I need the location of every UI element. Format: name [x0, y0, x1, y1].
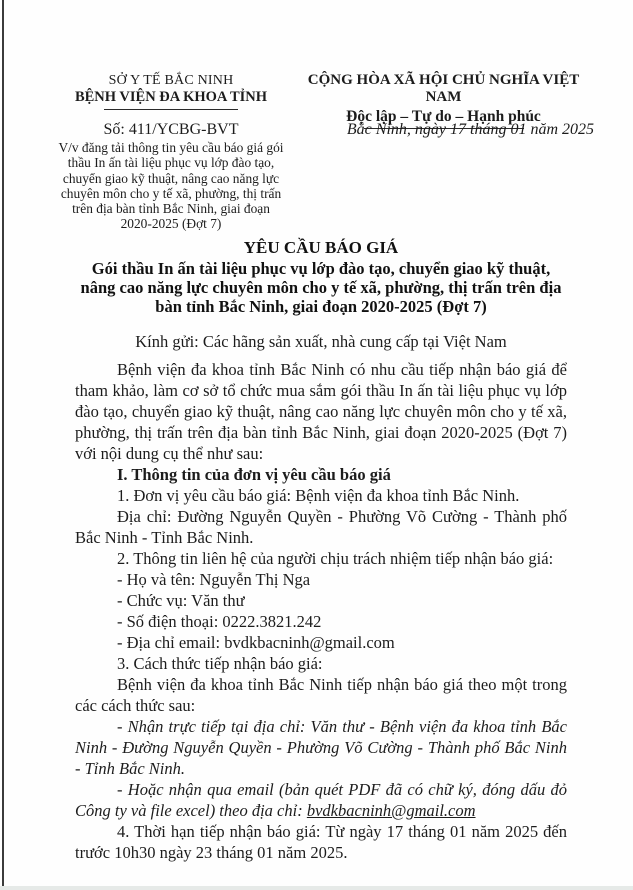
page-left-edge-line — [2, 0, 4, 886]
address-line: Địa chỉ: Đường Nguyễn Quyền - Phường Võ Cường - Thành phố Bắc Ninh - Tỉnh Bắc Ninh. — [75, 507, 567, 547]
deadline-line: 4. Thời hạn tiếp nhận báo giá: Từ ngày 17 tháng 01 năm 2025 đến trước 10h30 ngày 23 tháng 01 năm 2025. — [75, 822, 567, 862]
section1-heading: I. Thông tin của đơn vị yêu cầu báo giá — [117, 465, 391, 484]
contact-position-line: - Chức vụ: Văn thư — [117, 591, 245, 610]
document-title: YÊU CẦU BÁO GIÁ — [243, 238, 399, 257]
intro-paragraph: Bệnh viện đa khoa tỉnh Bắc Ninh có nhu cầu tiếp nhận báo giá để tham khảo, làm cơ sở tổ chức mua sắm gói thầu In ấn tài liệu phục vụ lớp đào tạo, chuyển giao kỹ thuật, nâng cao năng lực chuyên môn cho y tế xã, phường, thị trấn trên địa bàn tỉnh Bắc Ninh, giai đoạn 2020-2025 (Đợt 7) với nội dung cụ thể như sau: — [75, 360, 567, 463]
contact-email-line: - Địa chỉ email: bvdkbacninh@gmail.com — [117, 633, 395, 652]
meta-right-column — [290, 121, 597, 232]
method-direct-line: - Nhận trực tiếp tại địa chỉ: Văn thư - Bệnh viện đa khoa tỉnh Bắc Ninh - Đường Nguyễn Quyền - Phường Võ Cường - Thành phố Bắc Ninh - Tỉnh Bắc Ninh. — [75, 717, 567, 778]
method-heading: 3. Cách thức tiếp nhận báo giá: — [117, 654, 323, 673]
place-and-date: Bắc Ninh, ngày 17 tháng 01 năm 2025 — [346, 121, 594, 138]
requesting-unit-line: 1. Đơn vị yêu cầu báo giá: Bệnh viện đa khoa tỉnh Bắc Ninh. — [117, 486, 520, 505]
contact-name-line: - Họ và tên: Nguyễn Thị Nga — [117, 570, 311, 589]
document-subtitle: Gói thầu In ấn tài liệu phục vụ lớp đào tạo, chuyển giao kỹ thuật, nâng cao năng lực chuyên môn cho y tế xã, phường, thị trấn trên địa bàn tỉnh Bắc Ninh, giai đoạn 2020-2025 (Đợt 7) — [80, 259, 562, 316]
meta-left-column — [52, 121, 290, 232]
method-intro: Bệnh viện đa khoa tỉnh Bắc Ninh tiếp nhận báo giá theo một trong các cách thức sau: — [75, 675, 567, 715]
document-body — [75, 238, 567, 863]
issuing-unit: BỆNH VIỆN ĐA KHOA TỈNH — [74, 89, 268, 105]
national-motto: Độc lập – Tự do – Hạnh phúc — [346, 108, 541, 125]
method-email-prefix: - Hoặc nhận qua email (bản quét PDF đã có chữ ký, đóng dấu đỏ Công ty và file excel) theo địa chỉ: — [75, 780, 567, 820]
issuing-agency: SỞ Y TẾ BẮC NINH — [108, 73, 234, 88]
national-header: CỘNG HÒA XÃ HỘI CHỦ NGHĨA VIỆT NAM — [307, 72, 580, 105]
contact-heading: 2. Thông tin liên hệ của người chịu trách nhiệm tiếp nhận báo giá: — [117, 549, 554, 568]
page-bottom-edge-strip — [0, 886, 633, 890]
method-email-line — [75, 779, 567, 821]
email-address-link[interactable]: bvdkbacninh@gmail.com — [306, 801, 476, 820]
document-meta — [52, 121, 597, 232]
document-subject: V/v đăng tải thông tin yêu cầu báo giá gói thầu In ấn tài liệu phục vụ lớp đào tạo, chuyển giao kỹ thuật, nâng cao năng lực chuyên môn cho y tế xã, phường, thị trấn trên địa bàn tỉnh Bắc Ninh, giai đoạn 2020-2025 (Đợt 7) — [58, 140, 284, 232]
salutation-line: Kính gửi: Các hãng sản xuất, nhà cung cấp tại Việt Nam — [135, 332, 507, 351]
contact-phone-line: - Số điện thoại: 0222.3821.242 — [117, 612, 322, 631]
letterhead-left-underline — [104, 109, 238, 110]
document-number: Số: 411/YCBG-BVT — [103, 121, 239, 138]
